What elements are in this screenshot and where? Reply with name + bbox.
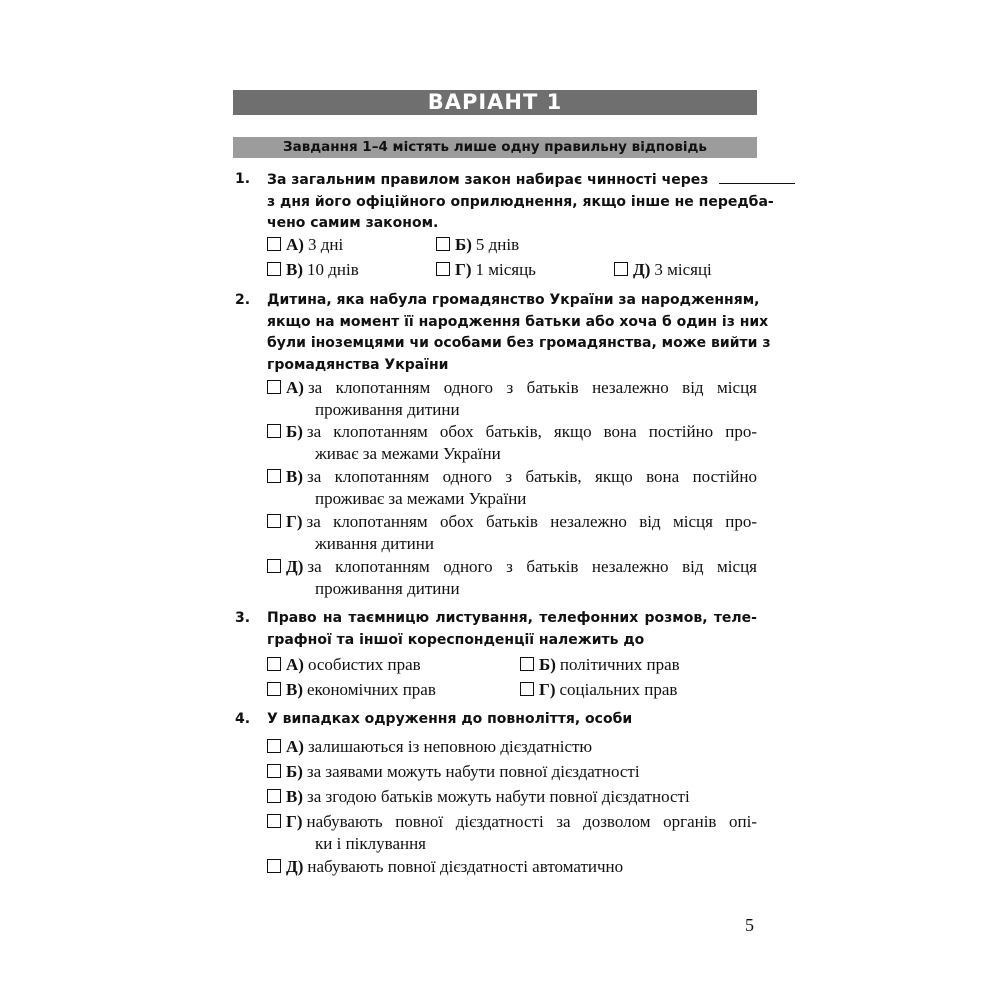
question-3-number: 3.: [235, 610, 251, 626]
question-2-line-2: якщо на момент її народження батьки або хоча б один із них: [267, 313, 769, 330]
q3-option-b[interactable]: Б) політичних прав: [520, 654, 680, 676]
answer-blank: [719, 169, 795, 184]
q1-option-a[interactable]: А) 3 дні: [267, 234, 343, 256]
instruction-banner: Завдання 1–4 містять лише одну правильну відповідь: [233, 137, 757, 158]
checkbox[interactable]: [267, 380, 281, 394]
q1-option-b[interactable]: Б) 5 днів: [436, 234, 519, 256]
q2-option-d[interactable]: Д) за клопотанням одного з батьків незалежно від місця проживання дитини: [267, 556, 757, 600]
checkbox[interactable]: [267, 262, 281, 276]
checkbox[interactable]: [436, 237, 450, 251]
checkbox[interactable]: [267, 682, 281, 696]
checkbox[interactable]: [267, 424, 281, 438]
checkbox[interactable]: [614, 262, 628, 276]
checkbox[interactable]: [267, 814, 281, 828]
checkbox[interactable]: [267, 739, 281, 753]
question-4-text: [267, 709, 757, 731]
q4-option-g[interactable]: Г) набувають повної дієздатності за дозволом органів опі- ки і піклування: [267, 811, 757, 855]
q3-option-v[interactable]: В) економічних прав: [267, 679, 436, 701]
question-3-line-2: графної та іншої кореспонденції належить до: [267, 631, 645, 648]
q3-option-a[interactable]: А) особистих прав: [267, 654, 421, 676]
q2-option-g[interactable]: Г) за клопотанням обох батьків незалежно від місця про- живання дитини: [267, 511, 757, 555]
q4-option-a[interactable]: А) залишаються із неповною дієздатністю: [267, 736, 757, 758]
question-3-line-1: Право на таємницю листування, телефонних розмов, теле-: [267, 610, 757, 626]
question-2-text: [267, 290, 771, 376]
q1-option-v[interactable]: В) 10 днів: [267, 259, 359, 281]
question-1-line-1: За загальним правилом закон набирає чинності через: [267, 169, 757, 192]
page-number: 5: [745, 915, 754, 935]
q2-option-v[interactable]: В) за клопотанням одного з батьків, якщо вона постійно проживає за межами України: [267, 466, 757, 510]
question-2-line-3: були іноземцями чи особами без громадянства, може вийти з: [267, 335, 771, 351]
q4-option-d[interactable]: Д) набувають повної дієздатності автоматично: [267, 856, 757, 878]
checkbox[interactable]: [520, 657, 534, 671]
checkbox[interactable]: [267, 559, 281, 573]
question-1-line-3: чено самим законом.: [267, 215, 439, 231]
checkbox[interactable]: [267, 237, 281, 251]
checkbox[interactable]: [267, 514, 281, 528]
question-4-line-1: У випадках одруження до повноліття, особи: [267, 711, 633, 727]
checkbox[interactable]: [267, 764, 281, 778]
checkbox[interactable]: [267, 657, 281, 671]
question-1-number: 1.: [235, 171, 251, 187]
question-4-number: 4.: [235, 711, 251, 727]
question-1-line-2: з дня його офіційного оприлюднення, якщо інше не передба-: [267, 193, 774, 210]
checkbox[interactable]: [267, 789, 281, 803]
checkbox[interactable]: [520, 682, 534, 696]
question-2-number: 2.: [235, 292, 251, 308]
checkbox[interactable]: [267, 859, 281, 873]
q4-option-b[interactable]: Б) за заявами можуть набути повної дієздатності: [267, 761, 757, 783]
question-1-text: [267, 169, 774, 235]
variant-title: ВАРІАНТ 1: [233, 90, 757, 115]
question-2-line-4: громадянства України: [267, 356, 449, 373]
question-2-line-1: Дитина, яка набула громадянство України за народженням,: [267, 292, 760, 308]
question-3-text: [267, 608, 757, 651]
q2-option-b[interactable]: Б) за клопотанням обох батьків, якщо вона постійно про- живає за межами України: [267, 421, 757, 465]
q4-option-v[interactable]: В) за згодою батьків можуть набути повної дієздатності: [267, 786, 757, 808]
q1-option-g[interactable]: Г) 1 місяць: [436, 259, 536, 281]
checkbox[interactable]: [436, 262, 450, 276]
q1-option-d[interactable]: Д) 3 місяці: [614, 259, 712, 281]
q3-option-g[interactable]: Г) соціальних прав: [520, 679, 677, 701]
q2-option-a[interactable]: А) за клопотанням одного з батьків незалежно від місця проживання дитини: [267, 377, 757, 421]
checkbox[interactable]: [267, 469, 281, 483]
